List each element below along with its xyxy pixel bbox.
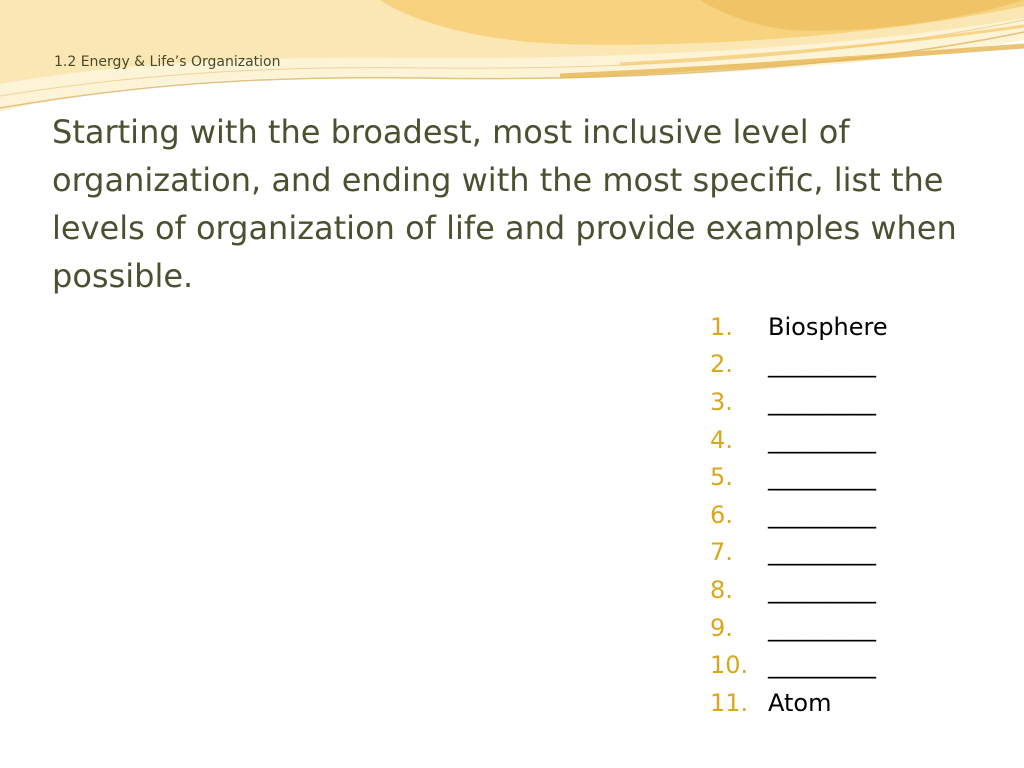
list-item-blank: _________	[768, 651, 876, 680]
list-item	[710, 346, 888, 384]
list-item-blank: _________	[768, 500, 876, 529]
list-item	[710, 496, 888, 534]
list-item-number: 6.	[710, 500, 733, 529]
list-item-number: 1.	[710, 312, 733, 341]
list-item-text: Atom	[768, 688, 832, 717]
list-item-blank: _________	[768, 425, 876, 454]
list-item-number: 11.	[710, 688, 749, 717]
list-item-number: 7.	[710, 538, 733, 567]
list-item	[710, 646, 888, 684]
list-item	[710, 383, 888, 421]
list-item	[710, 571, 888, 609]
list-item-number: 8.	[710, 575, 733, 604]
list-item	[710, 534, 888, 572]
list-item	[710, 609, 888, 647]
list-item-blank: _________	[768, 613, 876, 642]
list-item-number: 2.	[710, 350, 733, 379]
list-item-blank: _________	[768, 538, 876, 567]
organization-levels-list	[710, 308, 888, 722]
list-item-blank: _________	[768, 350, 876, 379]
list-item-number: 4.	[710, 425, 733, 454]
list-item-blank: _________	[768, 387, 876, 416]
list-item-number: 3.	[710, 387, 733, 416]
list-item-number: 5.	[710, 463, 733, 492]
list-item-number: 10.	[710, 651, 749, 680]
list-item	[710, 308, 888, 346]
list-item-text: Biosphere	[768, 312, 888, 341]
list-item	[710, 458, 888, 496]
list-item-blank: _________	[768, 463, 876, 492]
list-item-number: 9.	[710, 613, 733, 642]
list-item	[710, 421, 888, 459]
slide-title: Starting with the broadest, most inclusive level of organization, and ending with the most specific, list the levels of organization of life and provide examples when possible.	[52, 113, 957, 295]
list-item	[710, 684, 888, 722]
list-item-blank: _________	[768, 575, 876, 604]
slide-header: 1.2 Energy & Life’s Organization	[54, 54, 281, 70]
